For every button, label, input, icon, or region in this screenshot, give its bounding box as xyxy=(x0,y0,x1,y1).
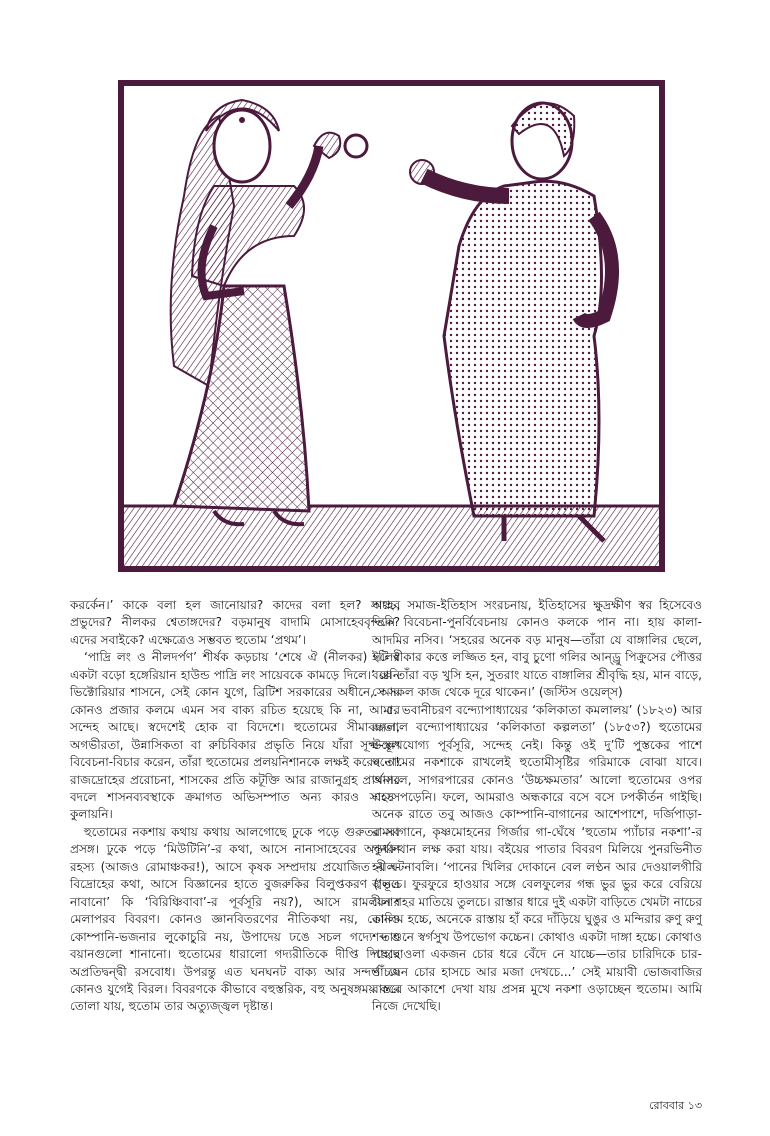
paragraph: করর্কেন।’ কাকে বলা হল জানোয়ার? কাদের বলা হল? সাহেব প্রভুদের? নীলকর শ্বেতাঙ্গদের? বড়মানুষ বাদামি মোসাহেববৃন্দকে? এদের সবাইকে? এক্ষেত্রেও সম্ভবত হুতোম ‘প্রথম’। xyxy=(70,598,400,647)
column-left xyxy=(70,597,400,1016)
paragraph: ‘পাদ্রি লং ও নীলদর্পণ’ শীর্ষক কড়চায় ‘শেষে ঐ (নীলকর) দলের একটা বড়ো হঙ্গেরিয়ান হাউন্ড পাদ্রি লং সায়েবকে কামড়ে দিলে।’ রানি ভিক্টোরিয়ার শাসনে, সেই কোন যুগে, ব্রিটিশ সরকারের অধীনে, আর কোনও প্রজার কলমে এমন সব বাক্য রচিত হয়েছে কি না, আমার সন্দেহ আছে। স্বদেশেই হোক বা বিদেশে। হুতোমের সীমাবদ্ধতা, অগভীরতা, উন্নাসিকতা বা রুচিবিকার প্রভৃতি নিয়ে যাঁরা সূক্ষ্ম-স্থূল বিবেচনা-বিচার করেন, তাঁরা হুতোমের প্রলয়নিশানকে লক্ষই করেন না! রাজদ্রোহের প্ররোচনা, শাসকের প্রতি কটূক্তি আর রাজানুগ্রহ প্রার্থনার বদলে শাসনব্যবস্থাকে ক্রমাগত অভিসম্পাত অন্য কারও সাহসে কুলায়নি। xyxy=(70,650,400,822)
page-folio: রোববার ১৩ xyxy=(649,1099,702,1112)
woodcut-drawing xyxy=(124,86,659,566)
paragraph: অথচ, সমাজ-ইতিহাস সংরচনায়, ইতিহাসের ক্ষুদ্রক্ষীণ স্বর হিসেবেও তিনি বিবেচনা-পুনর্বিবেচনায় কোনও কলকে পান না। হায় কালা-আদমির নসিব। ‘সহরের অনেক বড় মানুষ—তাঁরা যে বাঙ্গালির ছেলে, ইটি স্বীকার কত্তে লজ্জিত হন, বাবু চুণো গলির আন্‌ড্রু পিক্রুসের পৌত্তর বল্লে তাঁরা বড় খুসি হন, সুতরাং যাতে বাঙ্গালির শ্রীবৃদ্ধি হয়, মান বাড়ে, সে সকল কাজ থেকে দূরে থাকেন।’ (জস্টিস ওয়েল্‌স) xyxy=(372,598,702,700)
woodcut-illustration xyxy=(118,80,665,572)
paragraph: হুতোমের নকশায় কথায় কথায় আলগোছে ঢুকে পড়ে গুরুতর সব প্রসঙ্গ। ঢুকে পড়ে ‘মিউটিনি’-র কথা, আসে নানাসাহেবের অন্তর্ধান রহস্য (আজও রোমাঞ্চকর!), আসে কৃষক সম্প্রদায় প্রযোজিত নীল-বিদ্রোহের কথা, আসে বিজ্ঞানের হাতে বুজরুকির বিলুপ্তকরণ (‘ভূত নাবানো’ কি ‘বিরিঞ্চিবাবা’-র পূর্বসূরি নয়?), আসে রামলীলার মেলাপরব বিবরণ। কোনও জ্ঞানবিতরণের নীতিকথা নয়, কোনও কোম্পানি-ভজনার লুকোচুরি নয়, উপাদেয় ঢঙে সচল গদ্যে তার বয়ানগুলো শানানো। হুতোমের ধারালো গদ্যরীতিকে দীপ্তি দিয়েছে অপ্রতিদ্বন্দ্বী রসবোধ। উপরন্তু এত ঘনঘনট বাক্য আর সন্দর্ভ যে কোনও যুগেই বিরল। বিবরণকে কীভাবে বহুস্তরিক, বহু অনুষঙ্গময় করে তোলা যায়, হুতোম তার অত্যুজ্জ্বল দৃষ্টান্ত। xyxy=(70,824,400,1014)
paragraph: ৫. ভবানীচরণ বন্দ্যোপাধ্যায়ের ‘কলিকাতা কমলালয়’ (১৮২৩) আর রঙ্গলাল বন্দ্যোপাধ্যায়ের ‘কলিকাতা কল্পলতা’ (১৮৫৩?) হুতোমের উল্লেখযোগ্য পূর্বসূরি, সন্দেহ নেই। কিন্তু ওই দু’টি পুস্তকের পাশে হুতোমের নকশাকে রাখলেই হুতোমীসৃষ্টির গরিমাকে বোঝা যাবে। আসলে, সাগরপারের কোনও ‘উচ্চক্ষমতার’ আলো হুতোমের ওপর এসে পড়েনি। ফলে, আমরাও অন্ধকারে বসে বসে ঢপকীর্তন গাইছি। অনেক রাতে তবু আজও কোম্পানি-বাগানের আশেপাশে, দর্জিপাড়া-রামবাগানে, কৃষ্ণমোহনের গির্জার গা-ঘেঁষে ‘হুতোম প্যাঁচার নকশা’-র পুনরুত্থান লক্ষ করা যায়। বইয়ের পাতার বিবরণ মিলিয়ে পুনরভিনীত হয় ঘটনাবলি। ‘পানের খিলির দোকানে বেল লণ্ঠন আর দেওয়ালগীরি জ্বলচে। ফুরফুরে হাওয়ার সঙ্গে বেলফুলের গন্ধ ভুর ভুর করে বেরিয়ে যেন শহর মাতিয়ে তুলচে। রাস্তার ধারে দুই একটা বাড়িতে খেমটা নাচের তালিম হচ্চে, অনেকে রাস্তায় হাঁ করে দাঁড়িয়ে ঘুঙুর ও মন্দিরার রুণু রুণু শব্দ শুনে স্বর্গসুখ উপভোগ কচ্চেন। কোথাও একটা দাঙ্গা হচ্চে। কোথাও পাহারাওলা একজন চোর ধরে বেঁদে নে যাচ্চে—তার চারিদিকে চার-পাঁচজন চোর হাসচে আর মজা দেখচে...’ সেই মায়াবী ভোজবাজির বাস্তবে আকাশে দেখা যায় প্রসন্ন মুখে নকশা ওড়াচ্ছেন হুতোম। আমি নিজে দেখেছি। xyxy=(372,702,702,1014)
column-right xyxy=(372,597,702,1016)
